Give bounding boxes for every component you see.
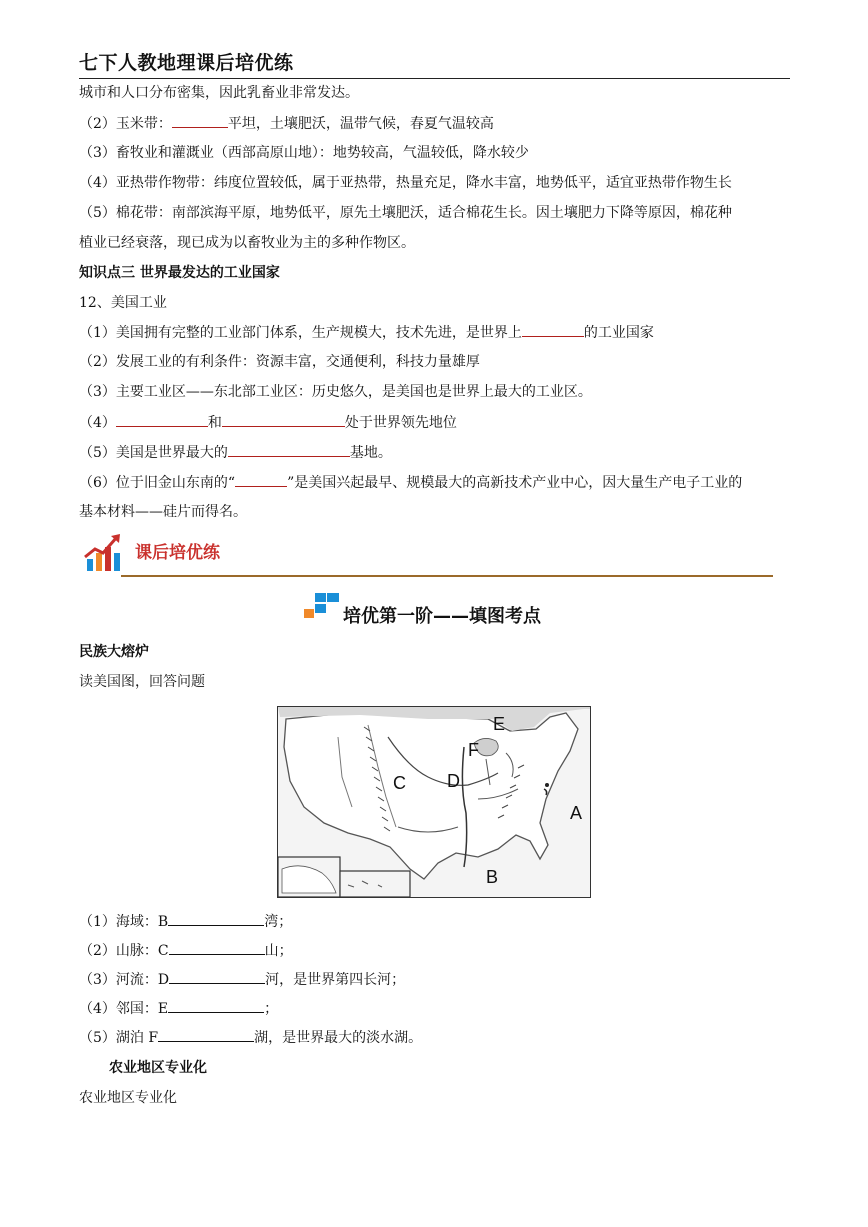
map-label-f: F <box>468 740 479 760</box>
section-blocks-icon <box>303 592 341 620</box>
answer-blank[interactable] <box>172 113 228 128</box>
banner-divider <box>121 575 773 577</box>
question-text: （1）海域：B <box>79 914 169 930</box>
question-text: （2）山脉：C <box>79 943 169 959</box>
practice-banner <box>83 533 777 581</box>
answer-blank[interactable] <box>158 1027 254 1042</box>
header-divider <box>79 78 790 79</box>
answer-blank[interactable] <box>235 472 287 487</box>
text-line: 基本材料——硅片而得名。 <box>79 504 247 520</box>
text-line: 植业已经衰落，现已成为以畜牧业为主的多种作物区。 <box>79 235 415 251</box>
answer-blank[interactable] <box>168 911 264 926</box>
text-line: （2）发展工业的有利条件：资源丰富，交通便利，科技力量雄厚 <box>79 354 480 370</box>
text-line: （5）棉花带：南部滨海平原，地势低平，原先土壤肥沃，适合棉花生长。因土壤肥力下降等原因，棉花种 <box>79 205 732 221</box>
question-text: （3）河流：D <box>79 972 170 988</box>
text-segment: 基地。 <box>349 445 392 461</box>
text-segment: （2）玉米带： <box>79 116 172 132</box>
question-line-lake <box>79 1027 422 1048</box>
text-segment: 的工业国家 <box>583 325 654 341</box>
text-line: （3）主要工业区——东北部工业区：历史悠久，是美国也是世界上最大的工业区。 <box>79 384 592 400</box>
question-text: ； <box>264 1001 279 1017</box>
page-header-title: 七下人教地理课后培优练 <box>79 52 294 74</box>
text-segment: （5）美国是世界最大的 <box>79 445 228 461</box>
text-line-leading-industries <box>79 412 457 433</box>
subsection-heading: 农业地区专业化 <box>109 1060 207 1076</box>
map-label-d: D <box>447 771 460 791</box>
subsection-heading: 民族大熔炉 <box>79 644 149 660</box>
question-text: 湾； <box>264 914 293 930</box>
map-label-e: E <box>493 714 506 734</box>
question-text: 山； <box>264 943 293 959</box>
text-segment: （1）美国拥有完整的工业部门体系，生产规模大，技术先进，是世界上 <box>79 325 522 341</box>
text-line-largest-base <box>79 442 392 463</box>
text-line-corn-belt <box>79 113 494 134</box>
banner-title: 课后培优练 <box>135 543 220 563</box>
answer-blank[interactable] <box>228 442 350 457</box>
usa-map-graphic <box>278 707 590 897</box>
answer-blank[interactable] <box>116 412 208 427</box>
answer-blank[interactable] <box>169 940 265 955</box>
chart-growth-icon <box>83 533 123 573</box>
text-line: 城市和人口分布密集，因此乳畜业非常发达。 <box>79 85 359 101</box>
question-text: 湖，是世界最大的淡水湖。 <box>254 1030 423 1046</box>
text-line-silicon-valley <box>79 472 742 493</box>
map-label-a: A <box>570 803 583 823</box>
text-segment: 处于世界领先地位 <box>344 415 457 431</box>
usa-map <box>277 706 591 898</box>
text-line: （4）亚热带作物带：纬度位置较低，属于亚热带，热量充足，降水丰富，地势低平，适宜亚热带作物生长 <box>79 175 732 191</box>
question-text: 河，是世界第四长河； <box>265 972 406 988</box>
answer-blank[interactable] <box>169 969 265 984</box>
answer-blank[interactable] <box>168 998 264 1013</box>
instruction-text: 读美国图，回答问题 <box>79 674 205 690</box>
question-line-sea <box>79 911 292 932</box>
question-text: （4）邻国：E <box>79 1001 169 1017</box>
map-label-b: B <box>486 867 499 887</box>
question-text: （5）湖泊 F <box>79 1030 159 1046</box>
text-line-industry-scale <box>79 322 654 343</box>
text-segment: 平坦，土壤肥沃，温带气候，春夏气温较高 <box>227 116 494 132</box>
question-line-neighbor <box>79 998 278 1019</box>
section-title: 培优第一阶——填图考点 <box>343 606 541 627</box>
text-segment: （6）位于旧金山东南的“ <box>79 475 236 491</box>
knowledge-point-heading: 知识点三 世界最发达的工业国家 <box>79 265 280 281</box>
text-line: 12、美国工业 <box>79 295 167 311</box>
text-line: （3）畜牧业和灌溉业（西部高原山地）：地势较高，气温较低，降水较少 <box>79 145 529 161</box>
text-segment: （4） <box>79 415 116 431</box>
answer-blank[interactable] <box>222 412 345 427</box>
text-line: 农业地区专业化 <box>79 1090 177 1106</box>
question-line-mountains <box>79 940 293 961</box>
text-segment: 和 <box>207 415 222 431</box>
map-label-c: C <box>393 773 406 793</box>
text-segment: ”是美国兴起最早、规模最大的高新技术产业中心，因大量生产电子工业的 <box>287 475 743 491</box>
answer-blank[interactable] <box>522 322 584 337</box>
question-line-river <box>79 969 405 990</box>
